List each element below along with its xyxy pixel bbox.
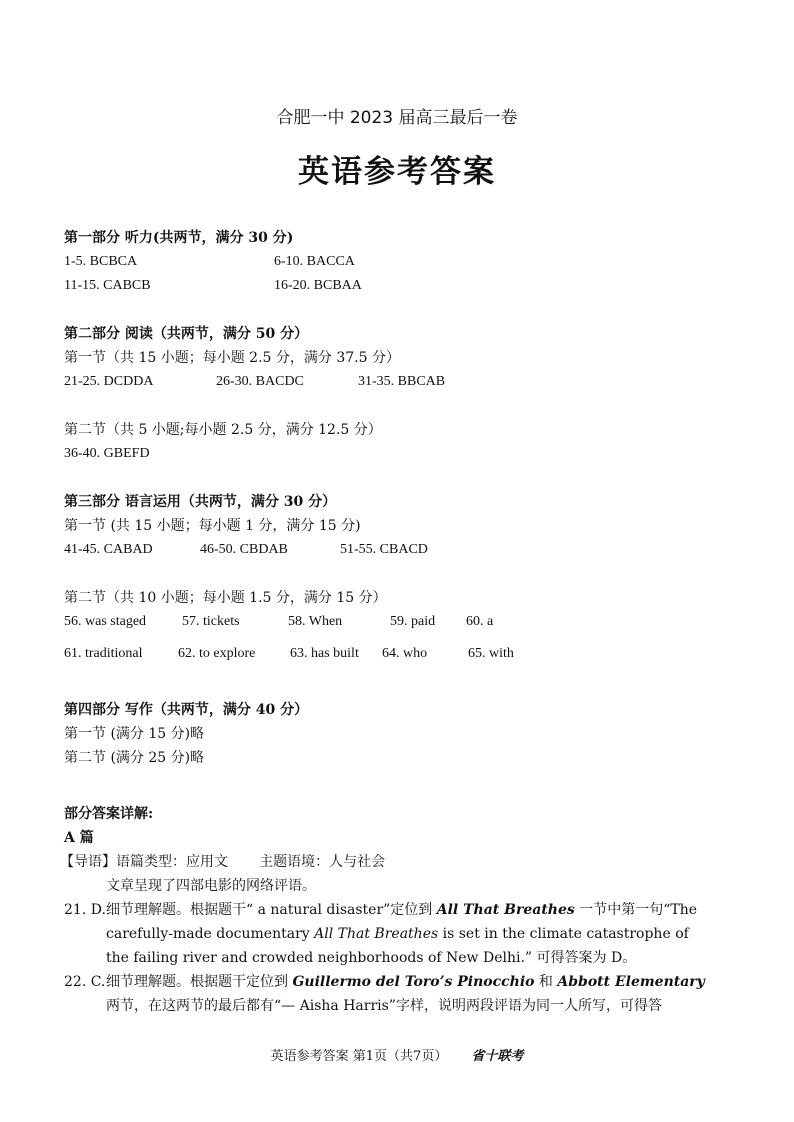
part3-section1-heading: 第一节 (共 15 小题；每小题 1 分，满分 15 分) <box>64 518 361 534</box>
part2-section1-heading: 第一节（共 15 小题；每小题 2.5 分，满分 37.5 分） <box>64 350 400 366</box>
answer-group: 21-25. DCDDA <box>64 374 154 389</box>
answer-item: 58. When <box>288 614 343 629</box>
guide-line <box>60 850 710 874</box>
answer-item: 61. traditional <box>64 646 143 661</box>
answer-group: 31-35. BBCAB <box>358 374 446 389</box>
part4-section2: 第二节 (满分 25 分)略 <box>64 750 205 766</box>
explanation-text: 和 <box>534 974 558 990</box>
question-22-explanation <box>64 970 714 1018</box>
explanations-heading: 部分答案详解: <box>64 806 154 822</box>
exam-union-stamp: 省十联考 <box>471 1049 524 1064</box>
explanation-text: 细节理解题。根据题干定位到 <box>106 974 293 990</box>
guide-tag: 【导语】 <box>60 854 116 870</box>
section-title: All That Breathes <box>436 902 575 918</box>
answer-group: 41-45. CABAD <box>64 542 153 557</box>
guide-text: 语篇类型：应用文 主题语境：人与社会 <box>116 854 386 870</box>
part3-section2-heading: 第二节（共 10 小题；每小题 1.5 分，满分 15 分） <box>64 590 387 606</box>
footer-page-info: 英语参考答案 第1页（共7页） <box>270 1049 448 1064</box>
answer-item: 57. tickets <box>182 614 240 629</box>
answer-item: 60. a <box>466 614 494 629</box>
question-number: 22. C. <box>64 974 106 990</box>
answer-item: 63. has built <box>290 646 359 661</box>
part1-heading: 第一部分 听力(共两节，满分 30 分) <box>64 230 294 246</box>
document-title: 英语参考答案 <box>298 154 496 190</box>
answer-group: 1-5. BCBCA <box>64 254 138 269</box>
answer-group: 36-40. GBEFD <box>64 446 150 461</box>
answer-item: 64. who <box>382 646 428 661</box>
part4-section1: 第一节 (满分 15 分)略 <box>64 726 205 742</box>
page-footer <box>0 1045 794 1064</box>
answer-item: 65. with <box>468 646 514 661</box>
passage-label: A 篇 <box>64 830 94 846</box>
part4-heading: 第四部分 写作（共两节，满分 40 分） <box>64 702 309 718</box>
guide-summary: 文章呈现了四部电影的网络评语。 <box>106 878 316 894</box>
question-number: 21. D. <box>64 902 106 918</box>
explanation-text: 一节中第一句“The carefully-made documentary <box>106 902 698 942</box>
film-title: All That Breathes <box>314 926 439 942</box>
section-title: Abbott Elementary <box>557 974 705 990</box>
answer-group: 6-10. BACCA <box>274 254 355 269</box>
question-21-explanation <box>64 898 714 970</box>
explanation-text: is set in the climate catastrophe of the failing river and crowded neighborhoods of New Delhi.” 可得答案为 D。 <box>106 926 689 966</box>
answer-item: 56. was staged <box>64 614 147 629</box>
part2-heading: 第二部分 阅读（共两节，满分 50 分） <box>64 326 309 342</box>
answer-group: 16-20. BCBAA <box>274 278 362 293</box>
answer-group: 46-50. CBDAB <box>200 542 288 557</box>
answer-group: 11-15. CABCB <box>64 278 151 293</box>
explanation-text: 两节，在这两节的最后都有“— Aisha Harris”字样，说明两段评语为同一人所写，可得答 <box>106 998 662 1014</box>
section-title: Guillermo del Toro’s Pinocchio <box>292 974 535 990</box>
answer-item: 59. paid <box>390 614 436 629</box>
part2-section2-heading: 第二节（共 5 小题;每小题 2.5 分，满分 12.5 分） <box>64 422 382 438</box>
answer-group: 51-55. CBACD <box>340 542 428 557</box>
exam-title: 合肥一中 2023 届高三最后一卷 <box>276 108 518 128</box>
answer-group: 26-30. BACDC <box>216 374 304 389</box>
explanation-text: 细节理解题。根据题干“ a natural disaster”定位到 <box>106 902 437 918</box>
answer-item: 62. to explore <box>178 646 256 661</box>
part3-heading: 第三部分 语言运用（共两节，满分 30 分） <box>64 494 337 510</box>
